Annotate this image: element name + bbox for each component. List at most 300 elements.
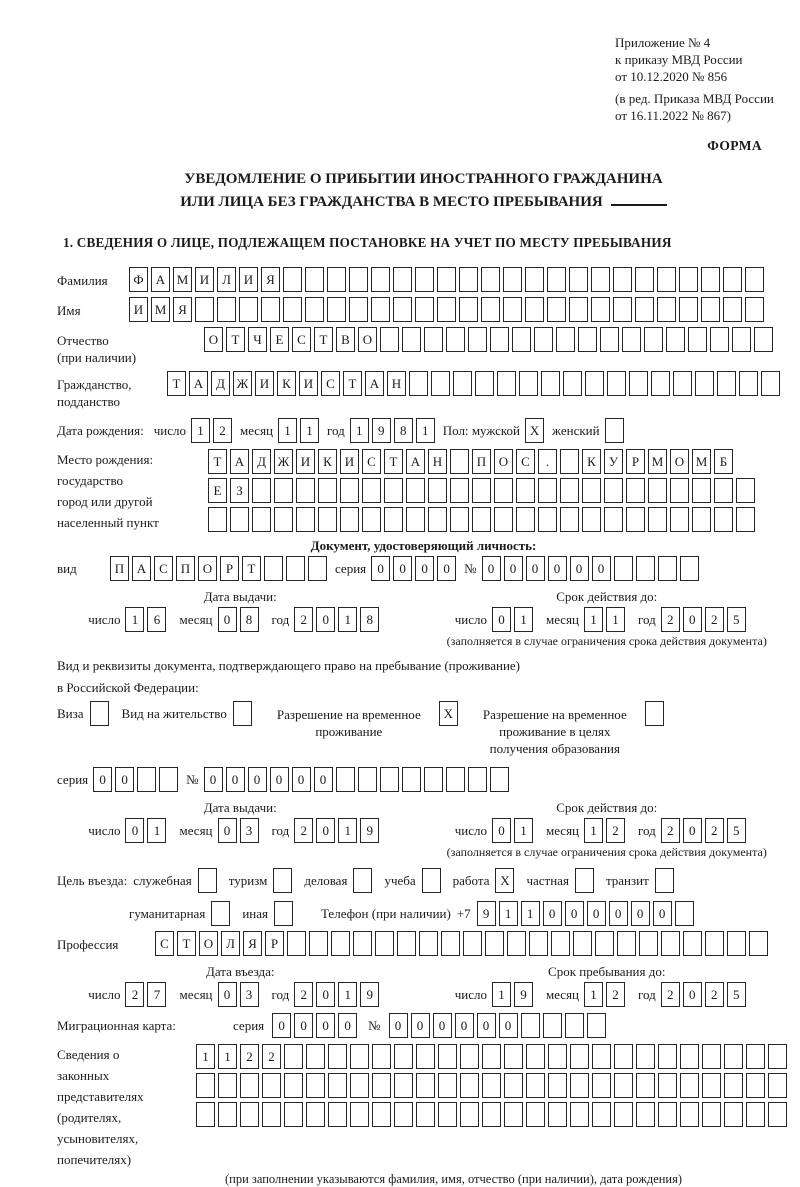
- revision-line: (в ред. Приказа МВД России: [615, 91, 774, 106]
- char-cell: [670, 507, 689, 532]
- char-cell: [701, 267, 720, 292]
- char-cell: [521, 1013, 540, 1038]
- validity-note: (заполняется в случае ограничения срока действия документа): [446, 634, 767, 648]
- char-cell: [308, 556, 327, 581]
- char-cell: 0: [609, 901, 628, 926]
- char-cell: 1: [514, 818, 533, 843]
- char-cell: [230, 507, 249, 532]
- char-cell: [661, 931, 680, 956]
- char-cell: [745, 297, 764, 322]
- char-cell: 1: [147, 818, 166, 843]
- stay-day-cells: [492, 982, 536, 1007]
- char-cell: 0: [316, 607, 335, 632]
- char-cell: 1: [514, 607, 533, 632]
- char-cell: 6: [147, 607, 166, 632]
- char-cell: 5: [727, 818, 746, 843]
- res-issue-month-cells: [218, 818, 262, 843]
- char-cell: [551, 931, 570, 956]
- char-cell: [538, 478, 557, 503]
- char-cell: [569, 297, 588, 322]
- char-cell: [416, 1044, 435, 1069]
- char-cell: С: [154, 556, 173, 581]
- char-cell: [497, 371, 516, 396]
- phone-cells: [477, 901, 697, 926]
- char-cell: 0: [587, 901, 606, 926]
- section1-heading: 1. СВЕДЕНИЯ О ЛИЦЕ, ПОДЛЕЖАЩЕМ ПОСТАНОВКЕ НА УЧЕТ ПО МЕСТУ ПРЕБЫВАНИЯ: [63, 235, 672, 250]
- char-cell: [482, 1044, 501, 1069]
- purpose-private-checkbox: [575, 868, 597, 893]
- char-cell: [328, 1102, 347, 1127]
- char-cell: [516, 507, 535, 532]
- char-cell: [490, 767, 509, 792]
- char-cell: [548, 1102, 567, 1127]
- char-cell: [252, 507, 271, 532]
- phone-prefix: +7: [456, 906, 471, 921]
- char-cell: [472, 478, 491, 503]
- char-cell: [438, 1044, 457, 1069]
- number-label: №: [368, 1018, 381, 1033]
- char-cell: [406, 478, 425, 503]
- char-cell: П: [176, 556, 195, 581]
- char-cell: 0: [218, 982, 237, 1007]
- char-cell: [494, 478, 513, 503]
- char-cell: О: [204, 327, 223, 352]
- char-cell: [494, 507, 513, 532]
- phone-label: Телефон (при наличии): [320, 906, 451, 921]
- char-cell: 0: [504, 556, 523, 581]
- char-cell: [208, 507, 227, 532]
- char-cell: [724, 1102, 743, 1127]
- char-cell: 2: [661, 818, 680, 843]
- char-cell: [573, 931, 592, 956]
- residence-permit-label: Вид на жительство: [121, 706, 227, 721]
- char-cell: [563, 371, 582, 396]
- char-cell: [406, 507, 425, 532]
- char-cell: С: [516, 449, 535, 474]
- char-cell: 0: [683, 607, 702, 632]
- char-cell: [600, 327, 619, 352]
- char-cell: [655, 868, 674, 893]
- char-cell: 0: [631, 901, 650, 926]
- char-cell: [437, 267, 456, 292]
- valid-year-cells: [661, 607, 749, 632]
- char-cell: 2: [705, 818, 724, 843]
- series-label: серия: [335, 561, 367, 576]
- char-cell: [384, 478, 403, 503]
- profession-label: Профессия: [57, 937, 119, 952]
- char-cell: X: [439, 701, 458, 726]
- char-cell: [701, 297, 720, 322]
- char-cell: [393, 297, 412, 322]
- char-cell: [529, 931, 548, 956]
- char-cell: [198, 868, 217, 893]
- char-cell: [340, 507, 359, 532]
- entry-date-heading: Дата въезда:: [205, 964, 275, 979]
- char-cell: [587, 1013, 606, 1038]
- char-cell: [604, 507, 623, 532]
- char-cell: [419, 931, 438, 956]
- sex-male-checkbox: [525, 418, 547, 443]
- char-cell: [582, 478, 601, 503]
- char-cell: [274, 478, 293, 503]
- char-cell: [306, 1073, 325, 1098]
- char-cell: 2: [294, 982, 313, 1007]
- char-cell: 5: [727, 607, 746, 632]
- char-cell: 9: [360, 818, 379, 843]
- validity-note: (заполняется в случае ограничения срока действия документа): [446, 845, 767, 859]
- char-cell: [585, 371, 604, 396]
- char-cell: [424, 327, 443, 352]
- char-cell: Н: [428, 449, 447, 474]
- char-cell: [274, 901, 293, 926]
- char-cell: [548, 1044, 567, 1069]
- char-cell: 0: [415, 556, 434, 581]
- purpose-row-2: гуманитарная иная Телефон (при наличии) +7 9 1 1 0 0 0 0 0 0: [129, 901, 790, 926]
- char-cell: 0: [683, 818, 702, 843]
- char-cell: 0: [499, 1013, 518, 1038]
- char-cell: 0: [548, 556, 567, 581]
- char-cell: И: [129, 297, 148, 322]
- citizenship-label: Гражданство, подданство: [57, 377, 132, 409]
- char-cell: [328, 1073, 347, 1098]
- purpose-commercial-checkbox: [353, 868, 375, 893]
- char-cell: [460, 1073, 479, 1098]
- char-cell: 1: [584, 607, 603, 632]
- char-cell: [525, 267, 544, 292]
- char-cell: Ф: [129, 267, 148, 292]
- char-cell: [375, 931, 394, 956]
- char-cell: [543, 1013, 562, 1038]
- res-valid-day-cells: [492, 818, 536, 843]
- char-cell: [428, 478, 447, 503]
- char-cell: Е: [270, 327, 289, 352]
- char-cell: Т: [177, 931, 196, 956]
- migration-card-label: Миграционная карта:: [57, 1018, 176, 1033]
- char-cell: [595, 931, 614, 956]
- char-cell: [519, 371, 538, 396]
- char-cell: [547, 297, 566, 322]
- char-cell: 1: [338, 982, 357, 1007]
- legal-reps-block: [57, 1044, 790, 1170]
- char-cell: Д: [211, 371, 230, 396]
- char-cell: 1: [499, 901, 518, 926]
- char-cell: [516, 478, 535, 503]
- char-cell: [534, 327, 553, 352]
- char-cell: 1: [521, 901, 540, 926]
- purpose-transit-checkbox: [655, 868, 677, 893]
- char-cell: 1: [125, 607, 144, 632]
- valid-day-cells: [492, 607, 536, 632]
- char-cell: [666, 327, 685, 352]
- char-cell: [372, 1044, 391, 1069]
- char-cell: [604, 478, 623, 503]
- profession-cells: [155, 931, 771, 956]
- char-cell: Т: [384, 449, 403, 474]
- document-title: [57, 168, 790, 213]
- char-cell: [262, 1102, 281, 1127]
- char-cell: 0: [437, 556, 456, 581]
- char-cell: [196, 1102, 215, 1127]
- char-cell: И: [299, 371, 318, 396]
- char-cell: 2: [705, 607, 724, 632]
- char-cell: [481, 267, 500, 292]
- char-cell: 2: [661, 982, 680, 1007]
- sex-female-label: женский: [552, 423, 600, 438]
- char-cell: [548, 1073, 567, 1098]
- char-cell: 0: [477, 1013, 496, 1038]
- char-cell: [727, 931, 746, 956]
- char-cell: [305, 297, 324, 322]
- char-cell: [723, 267, 742, 292]
- birth-year-cells: [350, 418, 438, 443]
- char-cell: 0: [371, 556, 390, 581]
- char-cell: 0: [316, 982, 335, 1007]
- legal-reps-label: Сведения о законных представителях (родителях, усыновителях, попечителях): [57, 1047, 144, 1167]
- char-cell: [468, 327, 487, 352]
- char-cell: Л: [217, 267, 236, 292]
- char-cell: [717, 371, 736, 396]
- char-cell: [768, 1044, 787, 1069]
- char-cell: Р: [626, 449, 645, 474]
- surname-cells: [129, 267, 767, 292]
- char-cell: [438, 1102, 457, 1127]
- char-cell: А: [189, 371, 208, 396]
- char-cell: А: [406, 449, 425, 474]
- char-cell: [688, 327, 707, 352]
- char-cell: 1: [191, 418, 210, 443]
- sex-female-checkbox: [605, 418, 627, 443]
- char-cell: [591, 297, 610, 322]
- char-cell: [547, 267, 566, 292]
- char-cell: [560, 478, 579, 503]
- residence-doc-intro-1: Вид и реквизиты документа, подтверждающего право на пребывание (проживание): [57, 658, 521, 673]
- doc-series-cells: [371, 556, 459, 581]
- migration-number-cells: [389, 1013, 609, 1038]
- char-cell: [635, 267, 654, 292]
- char-cell: [211, 901, 230, 926]
- char-cell: [679, 267, 698, 292]
- series-label: серия: [233, 1018, 265, 1033]
- birth-month-cells: [278, 418, 322, 443]
- char-cell: [622, 327, 641, 352]
- patronymic-label: Отчество (при наличии): [57, 333, 137, 365]
- stay-month-cells: [584, 982, 628, 1007]
- char-cell: [460, 1102, 479, 1127]
- char-cell: [749, 931, 768, 956]
- char-cell: 2: [213, 418, 232, 443]
- char-cell: 0: [653, 901, 672, 926]
- char-cell: [512, 327, 531, 352]
- char-cell: 3: [240, 818, 259, 843]
- char-cell: [159, 767, 178, 792]
- char-cell: [692, 478, 711, 503]
- header-line: Приложение № 4: [615, 35, 711, 50]
- char-cell: X: [495, 868, 514, 893]
- char-cell: [746, 1044, 765, 1069]
- issue-date-heading: Дата выдачи:: [203, 589, 277, 604]
- char-cell: [372, 1102, 391, 1127]
- char-cell: У: [604, 449, 623, 474]
- purpose-row-1: Цель въезда: служебная туризм деловая учеба работа X частная транзит: [57, 868, 790, 893]
- char-cell: [438, 1073, 457, 1098]
- char-cell: 2: [240, 1044, 259, 1069]
- char-cell: [670, 478, 689, 503]
- char-cell: Е: [208, 478, 227, 503]
- char-cell: [636, 1102, 655, 1127]
- char-cell: [746, 1073, 765, 1098]
- char-cell: Т: [343, 371, 362, 396]
- char-cell: [702, 1044, 721, 1069]
- char-cell: [526, 1073, 545, 1098]
- birth-place-row-3: [208, 507, 758, 532]
- char-cell: [450, 507, 469, 532]
- char-cell: [644, 327, 663, 352]
- char-cell: 0: [570, 556, 589, 581]
- char-cell: [613, 267, 632, 292]
- char-cell: [710, 327, 729, 352]
- char-cell: 0: [411, 1013, 430, 1038]
- char-cell: [570, 1073, 589, 1098]
- char-cell: [754, 327, 773, 352]
- char-cell: О: [494, 449, 513, 474]
- temp-residence-checkbox: [439, 701, 461, 726]
- char-cell: [286, 556, 305, 581]
- char-cell: 0: [492, 607, 511, 632]
- char-cell: [732, 327, 751, 352]
- char-cell: [626, 478, 645, 503]
- char-cell: [274, 507, 293, 532]
- char-cell: [504, 1073, 523, 1098]
- char-cell: [680, 1044, 699, 1069]
- char-cell: [217, 297, 236, 322]
- purpose-study-checkbox: [422, 868, 444, 893]
- revision-line: от 16.11.2022 № 867): [615, 108, 732, 123]
- residence-doc-intro-2: в Российской Федерации:: [57, 680, 199, 695]
- birth-place-row-1: [208, 449, 758, 474]
- char-cell: 1: [196, 1044, 215, 1069]
- char-cell: [485, 931, 504, 956]
- char-cell: [680, 1102, 699, 1127]
- char-cell: А: [230, 449, 249, 474]
- char-cell: С: [362, 449, 381, 474]
- char-cell: 1: [218, 1044, 237, 1069]
- entry-dates: Дата въезда: число 2 7 месяц 0 3 год 2 0 1 9 Срок пребывания до: число 1 9 месяц 1 2 год 2 0 2 5: [57, 962, 790, 1007]
- citizenship-cells: [167, 371, 783, 396]
- char-cell: [441, 931, 460, 956]
- char-cell: [761, 371, 780, 396]
- char-cell: [714, 478, 733, 503]
- char-cell: [394, 1102, 413, 1127]
- char-cell: 0: [226, 767, 245, 792]
- char-cell: [614, 1102, 633, 1127]
- char-cell: [262, 1073, 281, 1098]
- char-cell: [327, 267, 346, 292]
- char-cell: [305, 267, 324, 292]
- char-cell: 1: [584, 818, 603, 843]
- legal-reps-note: (при заполнении указываются фамилия, имя, отчество (при наличии), дата рождения): [225, 1172, 683, 1186]
- char-cell: [702, 1102, 721, 1127]
- char-cell: Н: [387, 371, 406, 396]
- char-cell: [538, 507, 557, 532]
- char-cell: [626, 507, 645, 532]
- legal-header: [615, 34, 790, 124]
- stay-until-heading: Срок пребывания до:: [548, 964, 666, 979]
- char-cell: 0: [592, 556, 611, 581]
- char-cell: [437, 297, 456, 322]
- char-cell: [424, 767, 443, 792]
- char-cell: 0: [93, 767, 112, 792]
- char-cell: 0: [294, 1013, 313, 1038]
- purpose-work-checkbox: [495, 868, 517, 893]
- char-cell: [409, 371, 428, 396]
- char-cell: [592, 1073, 611, 1098]
- char-cell: [591, 267, 610, 292]
- char-cell: [340, 478, 359, 503]
- char-cell: [636, 1044, 655, 1069]
- char-cell: [416, 1073, 435, 1098]
- temp-residence-education-label: Разрешение на временное проживание в целях получения образования: [482, 707, 627, 756]
- issue-month-cells: [218, 607, 262, 632]
- char-cell: [541, 371, 560, 396]
- char-cell: [239, 297, 258, 322]
- char-cell: А: [132, 556, 151, 581]
- temp-residence-education-checkbox: [645, 701, 667, 726]
- res-valid-month-cells: [584, 818, 628, 843]
- char-cell: [450, 478, 469, 503]
- char-cell: [679, 297, 698, 322]
- char-cell: [702, 1073, 721, 1098]
- char-cell: [475, 371, 494, 396]
- char-cell: 0: [314, 767, 333, 792]
- patronymic-cells: [204, 327, 776, 352]
- month-label: месяц: [239, 423, 274, 438]
- entry-day-cells: [125, 982, 169, 1007]
- char-cell: [283, 297, 302, 322]
- char-cell: [503, 297, 522, 322]
- char-cell: [264, 556, 283, 581]
- char-cell: [90, 701, 109, 726]
- char-cell: П: [472, 449, 491, 474]
- char-cell: [560, 507, 579, 532]
- char-cell: 2: [661, 607, 680, 632]
- doc-kind-cells: [110, 556, 330, 581]
- char-cell: [397, 931, 416, 956]
- char-cell: [196, 1073, 215, 1098]
- char-cell: [658, 556, 677, 581]
- legal-reps-row-1: [196, 1044, 790, 1069]
- char-cell: [605, 418, 624, 443]
- char-cell: [525, 297, 544, 322]
- char-cell: Я: [173, 297, 192, 322]
- char-cell: [592, 1102, 611, 1127]
- doc-number-cells: [482, 556, 702, 581]
- issue-day-cells: [125, 607, 169, 632]
- char-cell: 2: [294, 607, 313, 632]
- char-cell: 9: [360, 982, 379, 1007]
- char-cell: [416, 1102, 435, 1127]
- char-cell: [675, 901, 694, 926]
- char-cell: [328, 1044, 347, 1069]
- birth-place-block: [57, 449, 790, 536]
- surname-label: Фамилия: [57, 273, 108, 288]
- char-cell: [657, 297, 676, 322]
- char-cell: [349, 267, 368, 292]
- char-cell: Б: [714, 449, 733, 474]
- char-cell: 8: [360, 607, 379, 632]
- char-cell: 2: [125, 982, 144, 1007]
- char-cell: [331, 931, 350, 956]
- char-cell: Р: [220, 556, 239, 581]
